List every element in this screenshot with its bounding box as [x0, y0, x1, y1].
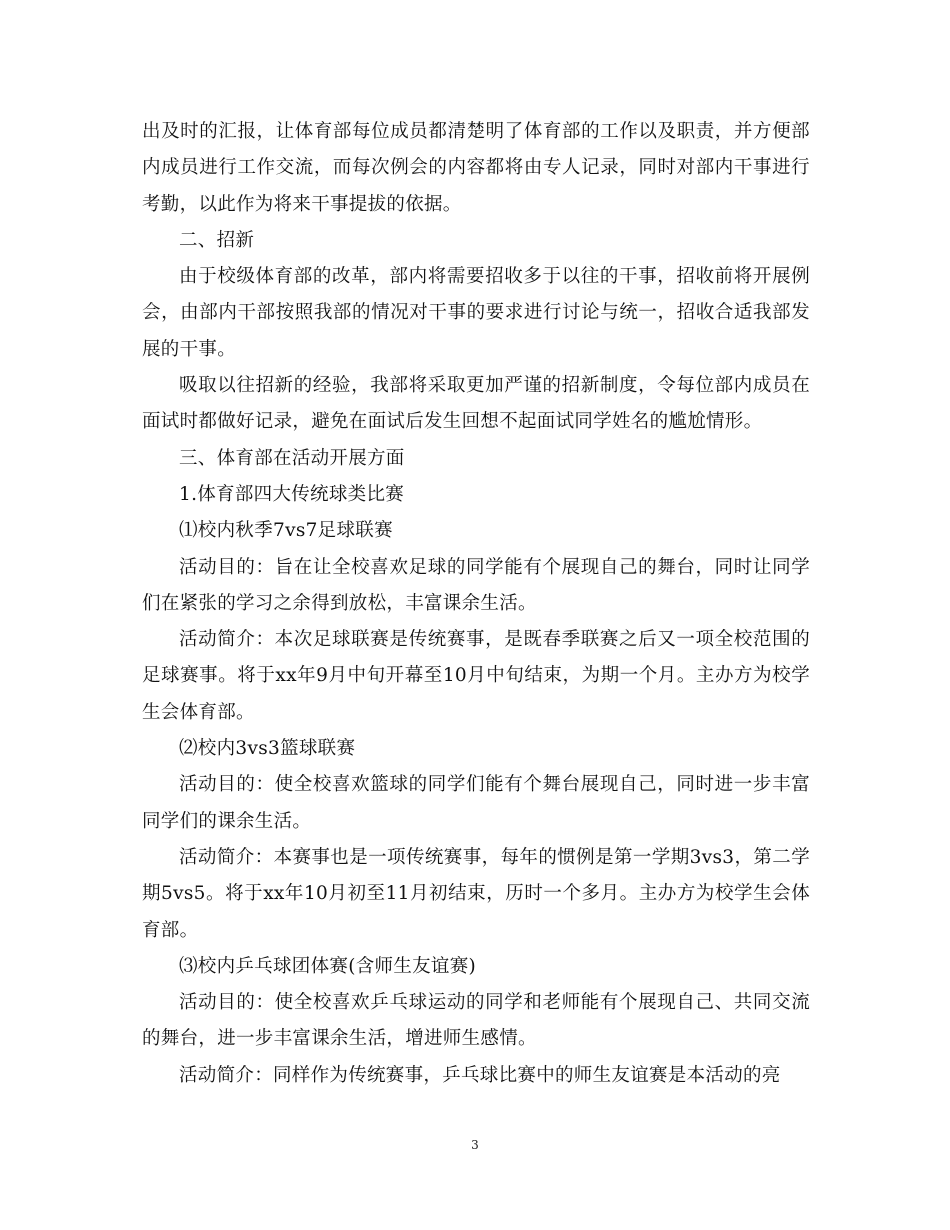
paragraph-recruitment-plan: 由于校级体育部的改革，部内将需要招收多于以往的干事，招收前将开展例会，由部内干部按照我部的情况对干事的要求进行讨论与统一，招收合适我部发展的干事。	[142, 266, 810, 360]
item-heading-football: ⑴校内秋季7vs7足球联赛	[179, 520, 393, 542]
page-number: 3	[471, 1138, 479, 1152]
paragraph-recruitment-experience: 吸取以往招新的经验，我部将采取更加严谨的招新制度，令每位部内成员在面试时都做好记录，避免在面试后发生回想不起面试同学姓名的尴尬情形。	[142, 375, 810, 433]
paragraph-basketball-intro: 活动简介：本赛事也是一项传统赛事，每年的惯例是第一学期3vs3，第二学期5vs5。将于xx年10月初至11月初结束，历时一个多月。主办方为校学生会体育部。	[142, 846, 810, 941]
paragraph-football-intro: 活动简介：本次足球联赛是传统赛事，是既春季联赛之后又一项全校范围的足球赛事。将于xx年9月中旬开幕至10月中旬结束，为期一个月。主办方为校学生会体育部。	[142, 629, 810, 723]
paragraph-football-purpose: 活动目的：旨在让全校喜欢足球的同学能有个展现自己的舞台，同时让同学们在紧张的学习之余得到放松，丰富课余生活。	[142, 556, 810, 614]
section-heading-recruitment: 二、招新	[179, 229, 255, 251]
subsection-heading-ball-games: 1.体育部四大传统球类比赛	[179, 483, 405, 505]
paragraph-table-tennis-purpose: 活动目的：使全校喜欢乒乓球运动的同学和老师能有个展现自己、共同交流的舞台，进一步丰富课余生活，增进师生感情。	[142, 992, 810, 1050]
section-heading-activities: 三、体育部在活动开展方面	[179, 447, 405, 469]
page-body	[142, 114, 810, 1094]
item-heading-table-tennis: ⑶校内乒乓球团体赛(含师生友谊赛)	[179, 955, 477, 977]
paragraph-table-tennis-intro: 活动简介：同样作为传统赛事，乒乓球比赛中的师生友谊赛是本活动的亮	[179, 1064, 781, 1086]
paragraph-basketball-purpose: 活动目的：使全校喜欢篮球的同学们能有个舞台展现自己，同时进一步丰富同学们的课余生活。	[142, 774, 810, 832]
paragraph-continuation: 出及时的汇报，让体育部每位成员都清楚明了体育部的工作以及职责，并方便部内成员进行工作交流，而每次例会的内容都将由专人记录，同时对部内干事进行考勤，以此作为将来干事提拔的依据。	[142, 121, 810, 215]
item-heading-basketball: ⑵校内3vs3篮球联赛	[179, 738, 356, 760]
